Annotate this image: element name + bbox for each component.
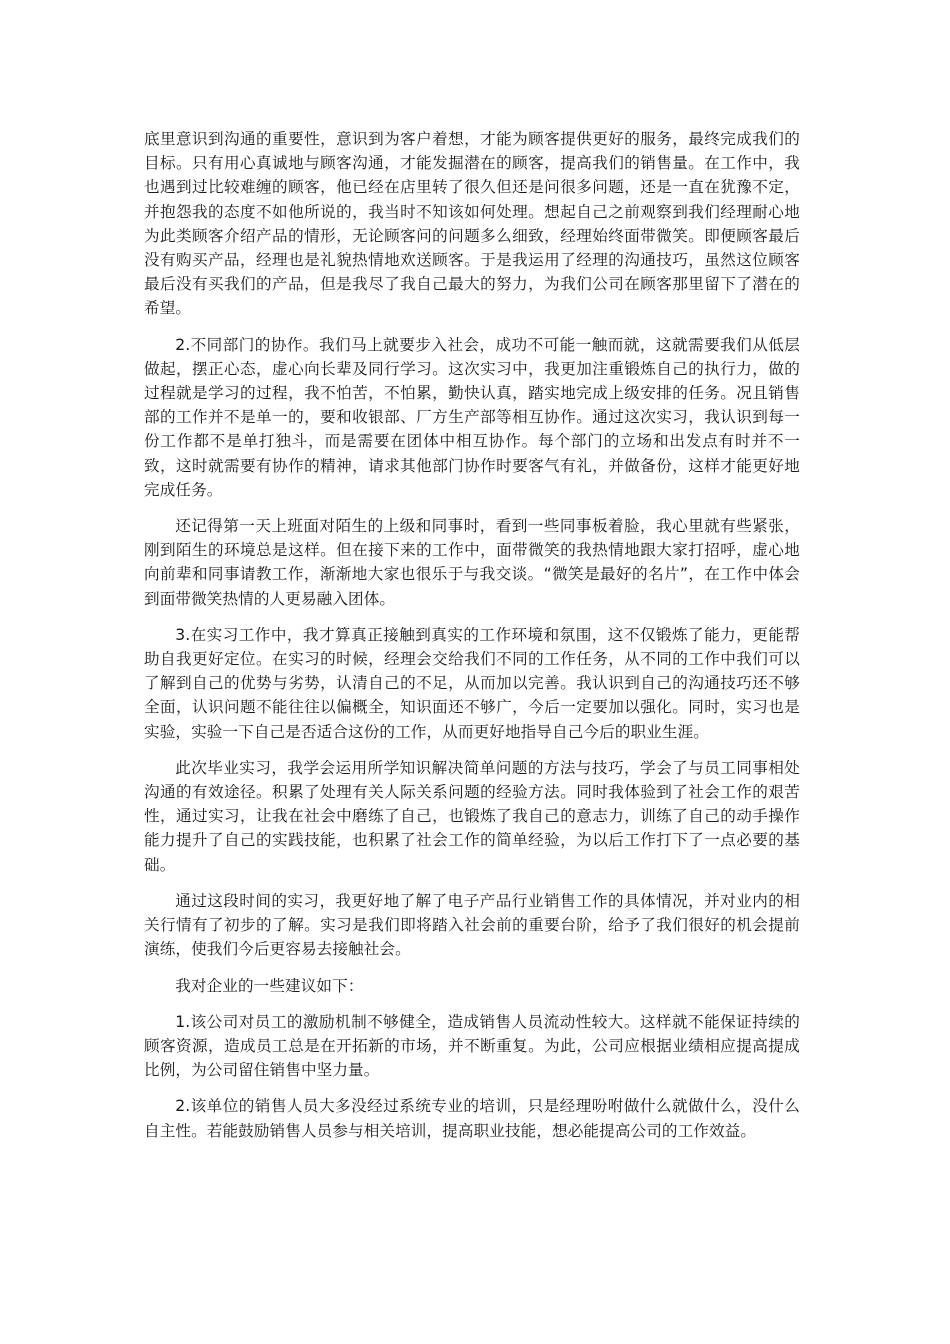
document-body xyxy=(144,127,800,1155)
paragraph-suggestion-2: 2.该单位的销售人员大多没经过系统专业的培训，只是经理吩咐做什么就做什么，没什么自主性。若能鼓励销售人员参与相关培训，提高职业技能，想必能提高公司的工作效益。 xyxy=(144,1097,800,1140)
paragraph-department-cooperation: 2.不同部门的协作。我们马上就要步入社会，成功不可能一触而就，这就需要我们从低层做起，摆正心态，虚心向长辈及同行学习。这次实习中，我更加注重锻炼自己的执行力，做的过程就是学习的过程，我不怕苦，不怕累，勤快认真，踏实地完成上级安排的任务。况且销售部的工作并不是单一的，要和收银部、厂方生产部等相互协作。通过这次实习，我认识到每一份工作都不是单打独斗，而是需要在团体中相互协作。每个部门的立场和出发点有时并不一致，这时就需要有协作的精神，请求其他部门协作时要客气有礼，并做备份，这样才能更好地完成任务。 xyxy=(144,335,800,499)
paragraph-suggestion-1: 1.该公司对员工的激励机制不够健全，造成销售人员流动性较大。这样就不能保证持续的顾客资源，造成员工总是在开拓新的市场，并不断重复。为此，公司应根据业绩相应提高提成比例，为公司留住销售中坚力量。 xyxy=(144,1012,800,1080)
paragraph-internship-summary: 此次毕业实习，我学会运用所学知识解决简单问题的方法与技巧，学会了与员工同事相处沟通的有效途径。积累了处理有关人际关系问题的经验方法。同时我体验到了社会工作的艰苦性，通过实习，让我在社会中磨练了自己，也锻炼了我自己的意志力，训练了自己的动手操作能力提升了自己的实践技能，也积累了社会工作的简单经验，为以后工作打下了一点必要的基础。 xyxy=(144,758,800,874)
paragraph-work-environment: 3.在实习工作中，我才算真正接触到真实的工作环境和氛围，这不仅锻炼了能力，更能帮助自我更好定位。在实习的时候，经理会交给我们不同的工作任务，从不同的工作中我们可以了解到自己的优势与劣势，认清自己的不足，从而加以完善。我认识到自己的沟通技巧还不够全面，认识问题不能往往以偏概全，知识面还不够广，今后一定要加以强化。同时，实习也是实验，实验一下自己是否适合这份的工作，从而更好地指导自己今后的职业生涯。 xyxy=(144,625,800,741)
paragraph-suggestions-heading: 我对企业的一些建议如下： xyxy=(175,976,364,995)
paragraph-first-day: 还记得第一天上班面对陌生的上级和同事时，看到一些同事板着脸，我心里就有些紧张，刚到陌生的环境总是这样。但在接下来的工作中，面带微笑的我热情地跟大家打招呼，虚心地向前辈和同事请教工作，渐渐地大家也很乐于与我交谈。“微笑是最好的名片”，在工作中体会到面带微笑热情的人更易融入团体。 xyxy=(144,517,800,608)
paragraph-industry-understanding: 通过这段时间的实习，我更好地了解了电子产品行业销售工作的具体情况，并对业内的相关行情有了初步的了解。实习是我们即将踏入社会前的重要台阶，给予了我们很好的机会提前演练，使我们今后更容易去接触社会。 xyxy=(144,891,800,959)
paragraph-communication-continued: 底里意识到沟通的重要性，意识到为客户着想，才能为顾客提供更好的服务，最终完成我们的目标。只有用心真诚地与顾客沟通，才能发掘潜在的顾客，提高我们的销售量。在工作中，我也遇到过比较难缠的顾客，他已经在店里转了很久但还是问很多问题，还是一直在犹豫不定，并抱怨我的态度不如他所说的，我当时不知该如何处理。想起自己之前观察到我们经理耐心地为此类顾客介绍产品的情形，无论顾客问的问题多么细致，经理始终面带微笑。即便顾客最后没有购买产品，经理也是礼貌热情地欢送顾客。于是我运用了经理的沟通技巧，虽然这位顾客最后没有买我们的产品，但是我尽了我自己最大的努力，为我们公司在顾客那里留下了潜在的希望。 xyxy=(144,130,800,318)
